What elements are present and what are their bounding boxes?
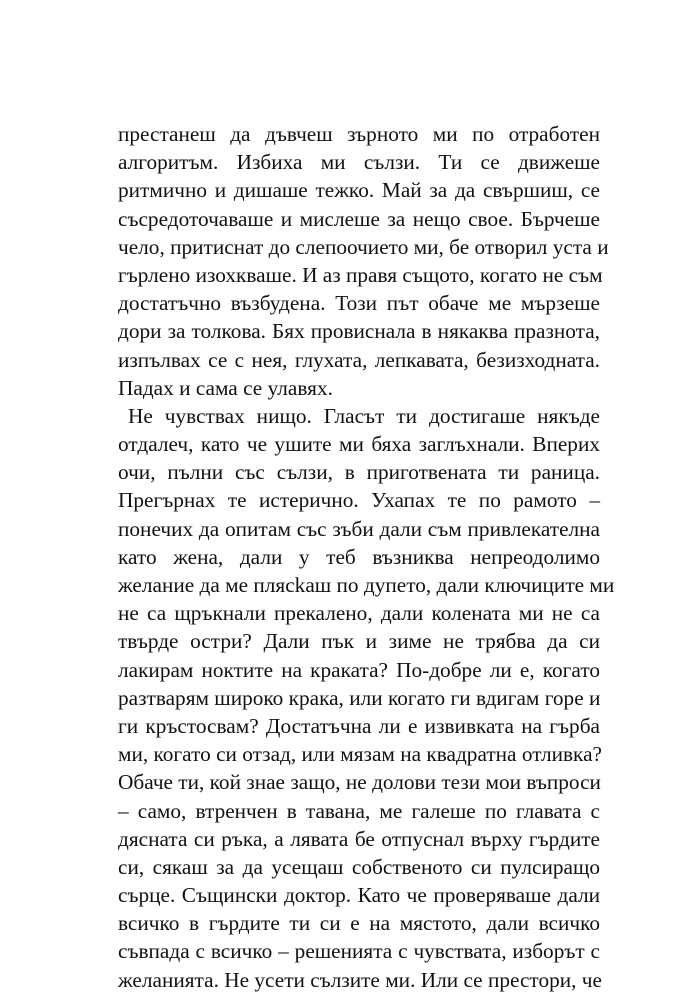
text-line: сърце. Същински доктор. Като че проверяваше дали [118, 883, 600, 908]
text-line: очи, пълни със сълзи, в приготвената ти раница. [118, 460, 600, 485]
text-line: алгоритъм. Избиха ми сълзи. Ти се движеше [118, 150, 600, 175]
text-line: ми, когато си отзад, или мязам на квадратна отливка? [118, 742, 602, 767]
text-line: твърде остри? Дали пък и зиме не трябва да си [118, 629, 600, 654]
text-line: Не чувствах нищо. Гласът ти достигаше някъде [128, 403, 600, 428]
text-line: желание да ме плясkaш по дупето, дали ключиците ми [118, 573, 615, 597]
text-line: отдалеч, като че ушите ми бяха заглъхнали. Вперих [118, 432, 600, 457]
text-line: дори за толкова. Бях провиснала в някаква празнота, [118, 319, 600, 344]
body-text [118, 120, 615, 994]
text-line: желанията. Не усети сълзите ми. Или се престори, че [118, 967, 602, 992]
text-line: изпълвах се с нея, глухата, лепкавата, безизходната. [118, 347, 600, 372]
text-line: понечих да опитам със зъби дали съм привлекателна [118, 516, 600, 541]
text-line: съсредоточаваше и мислеше за нещо свое. Бърчеше [118, 206, 600, 231]
text-line: Прегърнах те истерично. Ухапах те по рамото – [118, 488, 600, 513]
text-line: – само, втренчен в тавана, ме галеше по главата с [118, 798, 600, 823]
text-line: разтварям широко крака, или когато ги вдигам горе и [118, 685, 601, 710]
text-line: ритмично и дишаше тежко. Май за да свършиш, се [118, 178, 600, 203]
text-line: ги кръстосвам? Достатъчна ли е извивката на гърба [118, 713, 600, 738]
text-line: гърлено изохкваше. И аз правя същото, когато не съм [118, 262, 603, 287]
text-line: си, сякаш за да усещаш собственото си пулсиращо [118, 854, 600, 879]
text-line: съвпада с всичко – решенията с чувствата, изборът с [118, 939, 600, 964]
text-line: като жена, дали у теб възниква непреодолимо [118, 544, 600, 569]
text-line: Обаче ти, кой знае защо, не долови тези мои въпроси [118, 770, 601, 795]
text-line: всичко в гърдите ти си е на мястото, дали всичко [118, 911, 600, 936]
text-line: чело, притиснат до слепоочието ми, бе отворил уста и [118, 234, 609, 259]
text-line: престанеш да дъвчеш зърното ми по отработен [118, 122, 600, 146]
text-line: достатъчно възбудена. Този път обаче ме мързеше [118, 291, 600, 316]
text-line: лакирам ноктите на краката? По-добре ли е, когато [118, 657, 600, 682]
text-line: дясната си ръка, а лявата бе отпуснал върху гърдите [118, 826, 600, 851]
text-line: Падах и сама се улавях. [118, 375, 333, 400]
text-line: не са щръкнали прекалено, дали колената ми не са [118, 601, 600, 626]
